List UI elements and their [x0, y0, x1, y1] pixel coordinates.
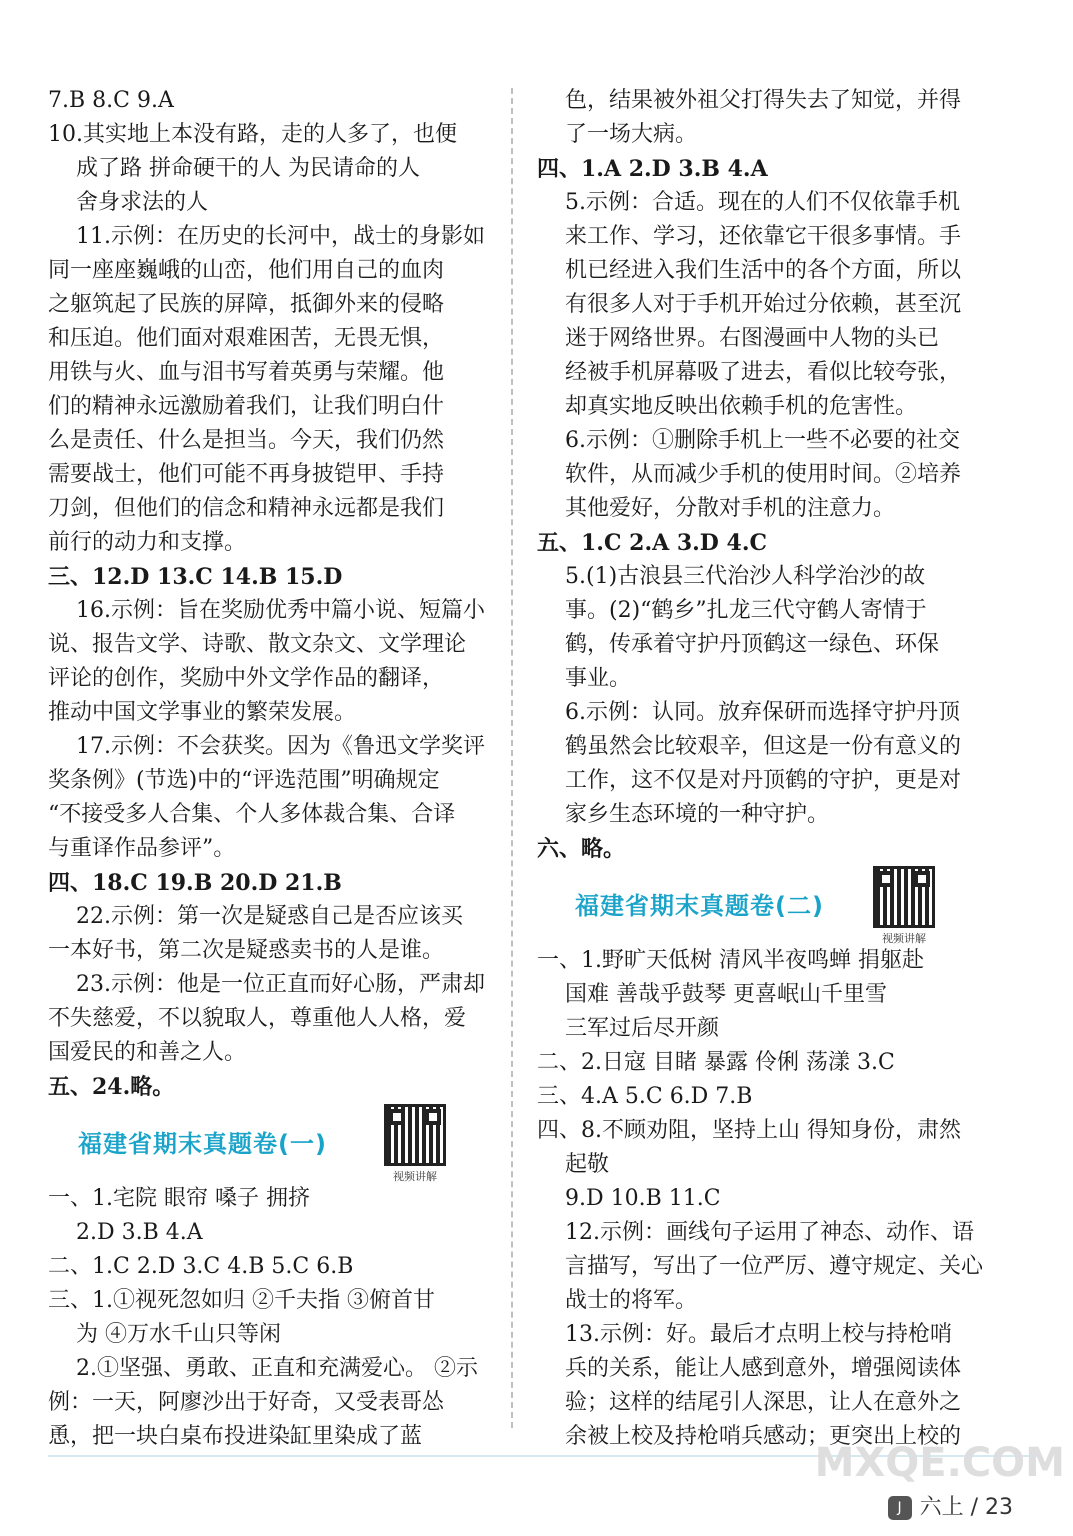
left-column — [48, 84, 490, 1454]
qr-code-icon[interactable] — [873, 866, 935, 928]
answer-line: 5.(1)古浪县三代治沙人科学治沙的故 — [565, 564, 926, 589]
page-number: 六上 / 23 — [919, 1495, 1013, 1520]
answer-line: 说、报告文学、诗歌、散文杂文、文学理论 — [48, 632, 467, 657]
answer-line: 和压迫。他们面对艰难困苦，无畏无惧， — [48, 326, 445, 351]
answer-line: 家乡生态环境的一种守护。 — [565, 802, 830, 827]
answer-line: 经被手机屏幕吸了进去，看似比较夸张， — [565, 360, 962, 385]
answer-line: 评论的创作，奖励中外文学作品的翻译， — [48, 666, 445, 691]
exam-title: 福建省期末真题卷(二) — [575, 892, 824, 920]
answer-line: 16.示例：旨在奖励优秀中篇小说、短篇小 — [76, 598, 485, 623]
watermark: MXQE.COM — [814, 1440, 1065, 1486]
answer-line: 17.示例：不会获奖。因为《鲁迅文学奖评 — [76, 734, 485, 759]
answer-line: 5.示例：合适。现在的人们不仅依靠手机 — [565, 190, 960, 215]
answer-line: 迷于网络世界。右图漫画中人物的头已 — [565, 326, 940, 351]
column-divider — [511, 88, 513, 1428]
answer-line: 与重译作品参评”。 — [48, 836, 236, 861]
answer-line: 12.示例：画线句子运用了神态、动作、语 — [565, 1220, 974, 1245]
answer-line: 国难 善哉乎鼓琴 更喜岷山千里雪 — [565, 982, 887, 1007]
qr-caption: 视频讲解 — [882, 932, 926, 945]
answer-line: 色，结果被外祖父打得失去了知觉，并得 — [565, 88, 962, 113]
answer-line: 13.示例：好。最后才点明上校与持枪哨 — [565, 1322, 952, 1347]
answer-line: 言描写，写出了一位严厉、遵守规定、关心 — [565, 1254, 984, 1279]
answer-line: 6.示例：认同。放弃保研而选择守护丹顶 — [565, 700, 960, 725]
answer-line: 11.示例：在历史的长河中，战士的身影如 — [76, 224, 485, 249]
section-line: 六、略。 — [537, 836, 626, 862]
answer-line: 二、2.日寇 目睹 暴露 伶俐 荡漾 3.C — [537, 1050, 895, 1075]
answer-line: 为 ④万水千山只等闲 — [76, 1322, 281, 1347]
exam-title-block — [48, 1104, 490, 1182]
answer-line: 却真实地反映出依赖手机的危害性。 — [565, 394, 918, 419]
answer-line: 23.示例：他是一位正直而好心肠，严肃却 — [76, 972, 485, 997]
answer-line: 2.①坚强、勇敢、正直和充满爱心。 ②示 — [76, 1356, 478, 1381]
answer-line: 例：一天，阿廖沙出于好奇，又受表哥怂 — [48, 1390, 445, 1415]
answer-line: 起敬 — [565, 1152, 610, 1177]
answer-line: 战士的将军。 — [565, 1288, 698, 1313]
answer-line: 有很多人对于手机开始过分依赖，甚至沉 — [565, 292, 962, 317]
answer-line: 验；这样的结尾引人深思，让人在意外之 — [565, 1390, 962, 1415]
qr-caption: 视频讲解 — [393, 1170, 437, 1183]
answer-line: 鹤，传承着守护丹顶鹤这一绿色、环保 — [565, 632, 940, 657]
page-footer — [888, 1490, 1013, 1521]
subject-badge-icon: J — [888, 1496, 912, 1520]
answer-line: 鹤虽然会比较艰辛，但这是一份有意义的 — [565, 734, 962, 759]
answer-line: 不失慈爱，不以貌取人，尊重他人人格，爱 — [48, 1006, 467, 1031]
section-line: 三、12.D 13.C 14.B 15.D — [48, 564, 343, 590]
answer-line: 么是责任、什么是担当。今天，我们仍然 — [48, 428, 445, 453]
answer-line: 一本好书，第二次是疑惑卖书的人是谁。 — [48, 938, 445, 963]
exam-title-block — [537, 866, 987, 944]
answer-line: 一、1.野旷天低树 清风半夜鸣蝉 捐躯赴 — [537, 948, 924, 973]
section-line: 四、18.C 19.B 20.D 21.B — [48, 870, 342, 896]
answer-line: 机已经进入我们生活中的各个方面，所以 — [565, 258, 962, 283]
answer-line: 一、1.宅院 眼帘 嗓子 拥挤 — [48, 1186, 310, 1211]
answer-line: 事业。 — [565, 666, 632, 691]
answer-line: 之躯筑起了民族的屏障，抵御外来的侵略 — [48, 292, 445, 317]
qr-code-icon[interactable] — [384, 1104, 446, 1166]
answer-line: 三、1.①视死忽如归 ②千夫指 ③俯首甘 — [48, 1288, 435, 1313]
answer-line: 刀剑，但他们的信念和精神永远都是我们 — [48, 496, 445, 521]
answer-line: 事。(2)“鹤乡”扎龙三代守鹤人寄情于 — [565, 598, 927, 623]
answer-line: 来工作、学习，还依靠它干很多事情。手 — [565, 224, 962, 249]
answer-line: 工作，这不仅是对丹顶鹤的守护，更是对 — [565, 768, 962, 793]
answer-line: “不接受多人合集、个人多体裁合集、合译 — [48, 802, 456, 827]
answer-line: 三、4.A 5.C 6.D 7.B — [537, 1084, 753, 1109]
section-line: 五、24.略。 — [48, 1074, 175, 1100]
answer-line: 10.其实地上本没有路，走的人多了，也便 — [48, 122, 457, 147]
section-line: 五、1.C 2.A 3.D 4.C — [537, 530, 768, 556]
answer-line: 推动中国文学事业的繁荣发展。 — [48, 700, 357, 725]
answer-line: 软件，从而减少手机的使用时间。②培养 — [565, 462, 962, 487]
answer-line: 恿，把一块白桌布投进染缸里染成了蓝 — [48, 1424, 423, 1449]
answer-line: 22.示例：第一次是疑惑自己是否应该买 — [76, 904, 463, 929]
answer-line: 兵的关系，能让人感到意外，增强阅读体 — [565, 1356, 962, 1381]
answer-line: 余被上校及持枪哨兵感动；更突出上校的 — [565, 1424, 962, 1449]
answer-line: 需要战士，他们可能不再身披铠甲、手持 — [48, 462, 445, 487]
answer-line: 其他爱好，分散对手机的注意力。 — [565, 496, 896, 521]
answer-line: 国爱民的和善之人。 — [48, 1040, 247, 1065]
right-column — [537, 84, 987, 1454]
exam-title: 福建省期末真题卷(一) — [78, 1130, 327, 1158]
answer-line: 奖条例》(节选)中的“评选范围”明确规定 — [48, 768, 440, 793]
answer-line: 成了路 拼命硬干的人 为民请命的人 — [76, 156, 420, 181]
answer-line: 2.D 3.B 4.A — [76, 1220, 203, 1245]
answer-line: 了一场大病。 — [565, 122, 698, 147]
answer-line: 用铁与火、血与泪书写着英勇与荣耀。他 — [48, 360, 445, 385]
answer-line: 9.D 10.B 11.C — [565, 1186, 721, 1211]
answer-line: 三军过后尽开颜 — [565, 1016, 720, 1041]
answer-line: 们的精神永远激励着我们，让我们明白什 — [48, 394, 445, 419]
answer-line: 前行的动力和支撑。 — [48, 530, 247, 555]
answer-line: 二、1.C 2.D 3.C 4.B 5.C 6.B — [48, 1254, 354, 1279]
answer-line: 6.示例：①删除手机上一些不必要的社交 — [565, 428, 960, 453]
section-line: 四、1.A 2.D 3.B 4.A — [537, 156, 768, 182]
answer-line: 7.B 8.C 9.A — [48, 88, 174, 113]
answer-line: 四、8.不顾劝阻，坚持上山 得知身份，肃然 — [537, 1118, 961, 1143]
answer-line: 同一座座巍峨的山峦，他们用自己的血肉 — [48, 258, 445, 283]
answer-line: 舍身求法的人 — [76, 190, 209, 215]
